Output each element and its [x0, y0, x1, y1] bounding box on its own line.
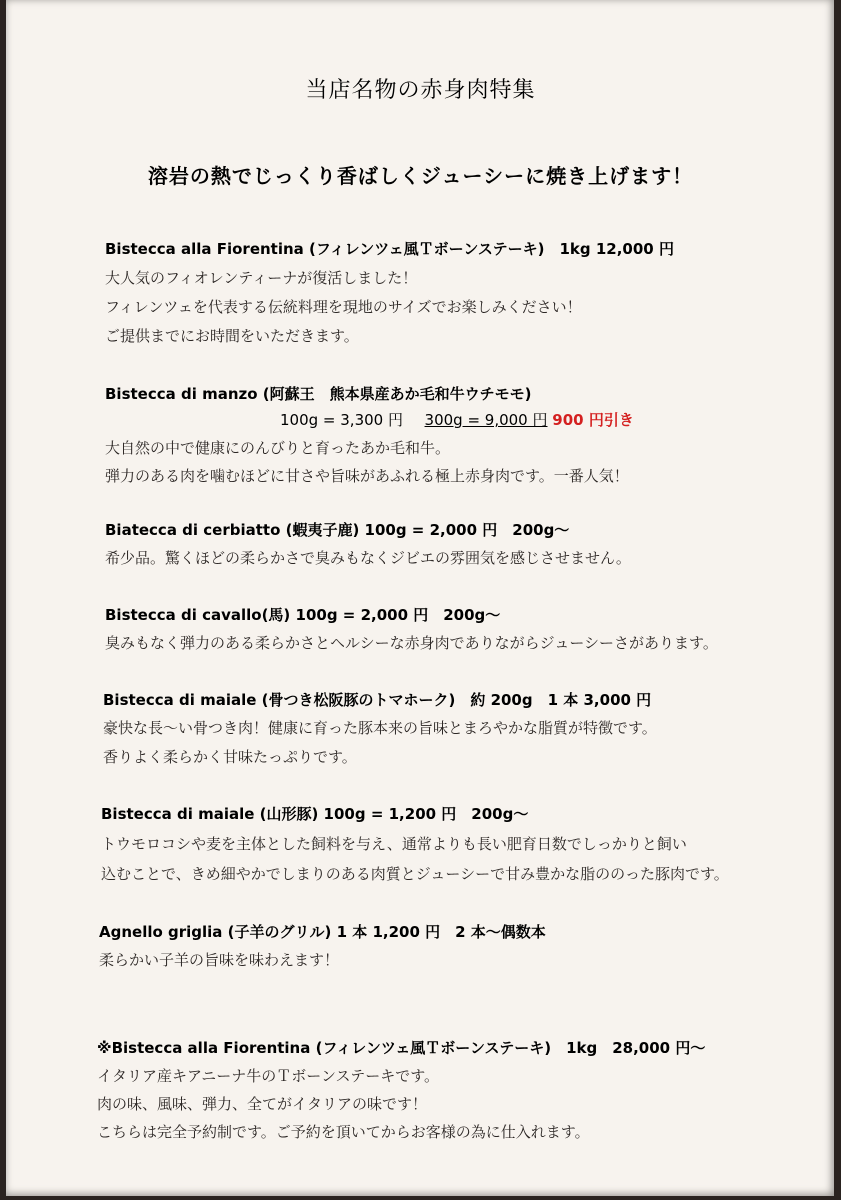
menu-item-heading: Bistecca alla Fiorentina (フィレンツェ風Ｔボーンステーキ) 1kg 12,000 円 — [105, 240, 674, 258]
price-discount: 900 円引き — [552, 411, 634, 429]
menu-item-description: 大人気のフィオレンティーナが復活しました！ — [105, 269, 418, 287]
menu-item-description: 弾力のある肉を噛むほどに甘さや旨味があふれる極上赤身肉です。一番人気！ — [105, 467, 629, 485]
menu-item-heading: Bistecca di cavallo(馬) 100g = 2,000 円 200g～ — [105, 606, 501, 624]
menu-item-heading: Bistecca di maiale (骨つき松阪豚のトマホーク) 約 200g 1 本 3,000 円 — [103, 691, 652, 709]
price-deal: 300g = 9,000 円 — [424, 411, 548, 429]
page-title: 当店名物の赤身肉特集 — [305, 78, 536, 103]
menu-item-description: フィレンツェを代表する伝統料理を現地のサイズでお楽しみください！ — [105, 298, 582, 316]
menu-item-description: イタリア産キアニーナ牛のＴボーンステーキです。 — [97, 1067, 440, 1085]
menu-item-heading: Bistecca di manzo (阿蘇王 熊本県産あか毛和牛ウチモモ) — [105, 385, 532, 403]
menu-item-price — [280, 409, 634, 430]
menu-item-description: 希少品。驚くほどの柔らかさで臭みもなくジビエの雰囲気を感じさせません。 — [105, 549, 631, 567]
menu-item-heading: ※Bistecca alla Fiorentina (フィレンツェ風Ｔボーンステーキ) 1kg 28,000 円～ — [97, 1039, 706, 1057]
menu-item-description: 肉の味、風味、弾力、全てがイタリアの味です！ — [97, 1095, 428, 1113]
menu-item-description: トウモロコシや麦を主体とした飼料を与え、通常よりも長い肥育日数でしっかりと飼い — [101, 835, 687, 853]
menu-item-heading: Agnello griglia (子羊のグリル) 1 本 1,200 円 2 本～偶数本 — [99, 923, 546, 941]
price-base: 100g = 3,300 円 — [280, 411, 403, 429]
menu-item-description: 大自然の中で健康にのんびりと育ったあか毛和牛。 — [105, 439, 451, 457]
menu-item-heading: Bistecca di maiale (山形豚) 100g = 1,200 円 200g～ — [101, 805, 529, 823]
menu-item-description: こちらは完全予約制です。ご予約を頂いてからお客様の為に仕入れます。 — [97, 1123, 590, 1141]
menu-item-heading: Biatecca di cerbiatto (蝦夷子鹿) 100g = 2,000 円 200g～ — [105, 521, 570, 539]
page-subtitle: 溶岩の熱でじっくり香ばしくジューシーに焼き上げます！ — [147, 164, 694, 188]
menu-item-description: 香りよく柔らかく甘味たっぷりです。 — [103, 748, 357, 766]
menu-item-description: 臭みもなく弾力のある柔らかさとヘルシーな赤身肉でありながらジューシーさがあります。 — [105, 634, 718, 652]
menu-item-description: 柔らかい子羊の旨味を味わえます！ — [99, 951, 340, 969]
menu-item-description: 豪快な長～い骨つき肉！健康に育った豚本来の旨味とまろやかな脂質が特徴です。 — [103, 719, 657, 737]
menu-item-description: 込むことで、きめ細やかでしまりのある肉質とジューシーで甘み豊かな脂ののった豚肉です。 — [101, 865, 729, 883]
menu-item-description: ご提供までにお時間をいただきます。 — [105, 327, 359, 345]
